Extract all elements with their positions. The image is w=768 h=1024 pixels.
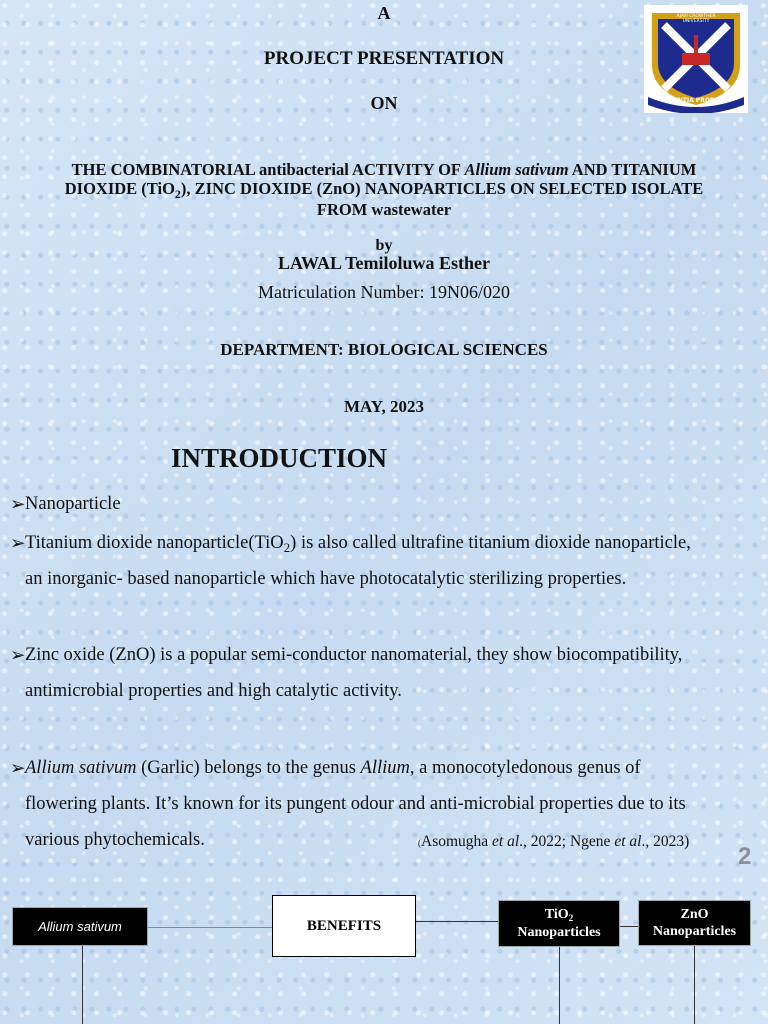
arrowhead-bullet-icon: ➢ — [10, 646, 26, 666]
author-name: LAWAL Temiloluwa Esther — [277, 253, 491, 273]
date: MAY, 2023 — [344, 397, 424, 416]
logo-top-text: AJAYI CROWTHER UNIVERSITY — [676, 14, 716, 24]
tio2-nanoparticles-box: TiO$_2$ Nanoparticles — [498, 900, 620, 947]
connector-line — [559, 947, 560, 1024]
connector-line — [694, 946, 695, 1024]
logo-motto: SCIENTIA PROBITAS — [662, 97, 730, 104]
by-label: by — [375, 237, 393, 254]
connector-line — [148, 927, 272, 928]
citation: (Asomugha et al., 2022; Ngene et al., 2023) — [418, 833, 690, 850]
zno-nanoparticles-box: ZnO Nanoparticles — [638, 900, 751, 946]
arrowhead-bullet-icon: ➢ — [10, 495, 26, 515]
page-number: 2 — [738, 843, 752, 870]
list-item: ➢ Titanium dioxide nanoparticle(TiO$_2$) is also called ultrafine titanium dioxide nanoparticle, an inorganic- based nanoparticle which have photocatalytic sterilizing properties. — [10, 533, 691, 589]
title-line-1: THE COMBINATORIAL antibacterial ACTIVITY OF Allium sativum AND TITANIUM — [71, 160, 697, 179]
arrowhead-bullet-icon: ➢ — [10, 759, 26, 779]
connector-line — [620, 926, 638, 927]
list-item: ➢ Allium sativum (Garlic) belongs to the genus Allium, a monocotyledonous genus of flowering plants. It’s known for its pungent odour and anti-microbial properties due to its various phytochemicals. (Asomugha et al., 2022; Ngene et al., 2023) — [10, 758, 690, 850]
header-a: A — [377, 3, 391, 23]
department: DEPARTMENT: BIOLOGICAL SCIENCES — [220, 340, 548, 359]
arrowhead-bullet-icon: ➢ — [10, 534, 26, 554]
connector-line — [82, 946, 83, 1024]
list-item: ➢ Zinc oxide (ZnO) is a popular semi-conductor nanomaterial, they show biocompatibility, antimicrobial properties and high catalytic activity. — [10, 645, 683, 701]
introduction-heading: INTRODUCTION — [171, 443, 388, 473]
introduction-list: ➢ Nanoparticle ➢ Titanium dioxide nanoparticle(TiO$_2$) is also called ultrafine titanium dioxide nanoparticle, an inorganic- based nanoparticle which have photocatalytic sterilizing properties. ➢ Zinc oxide (ZnO) is a popular semi-conductor nanomaterial, they show biocompatibility, antimicrobial properties and high catalytic activity. ➢ Allium sativum (Garlic) belongs to the genus Allium, a monocotyledonous genus of flowering plants. It’s known for its pungent odour and anti-microbial properties due to its various phytochemicals. (Asomugha et al., 2022; Ngene et al., 2023) — [10, 0, 758, 1]
title-line-2: DIOXIDE (TiO$_2$), ZINC DIOXIDE (ZnO) NANOPARTICLES ON SELECTED ISOLATE — [64, 179, 704, 201]
matriculation-number: Matriculation Number: 19N06/020 — [258, 282, 510, 302]
allium-sativum-box: Allium sativum — [12, 907, 148, 946]
project-title — [0, 160, 768, 219]
connector-line — [416, 921, 498, 922]
header-on: ON — [370, 93, 398, 113]
header-project-presentation: PROJECT PRESENTATION — [263, 48, 505, 69]
title-line-3: FROM wastewater — [316, 200, 452, 219]
benefits-box: BENEFITS — [272, 895, 416, 957]
